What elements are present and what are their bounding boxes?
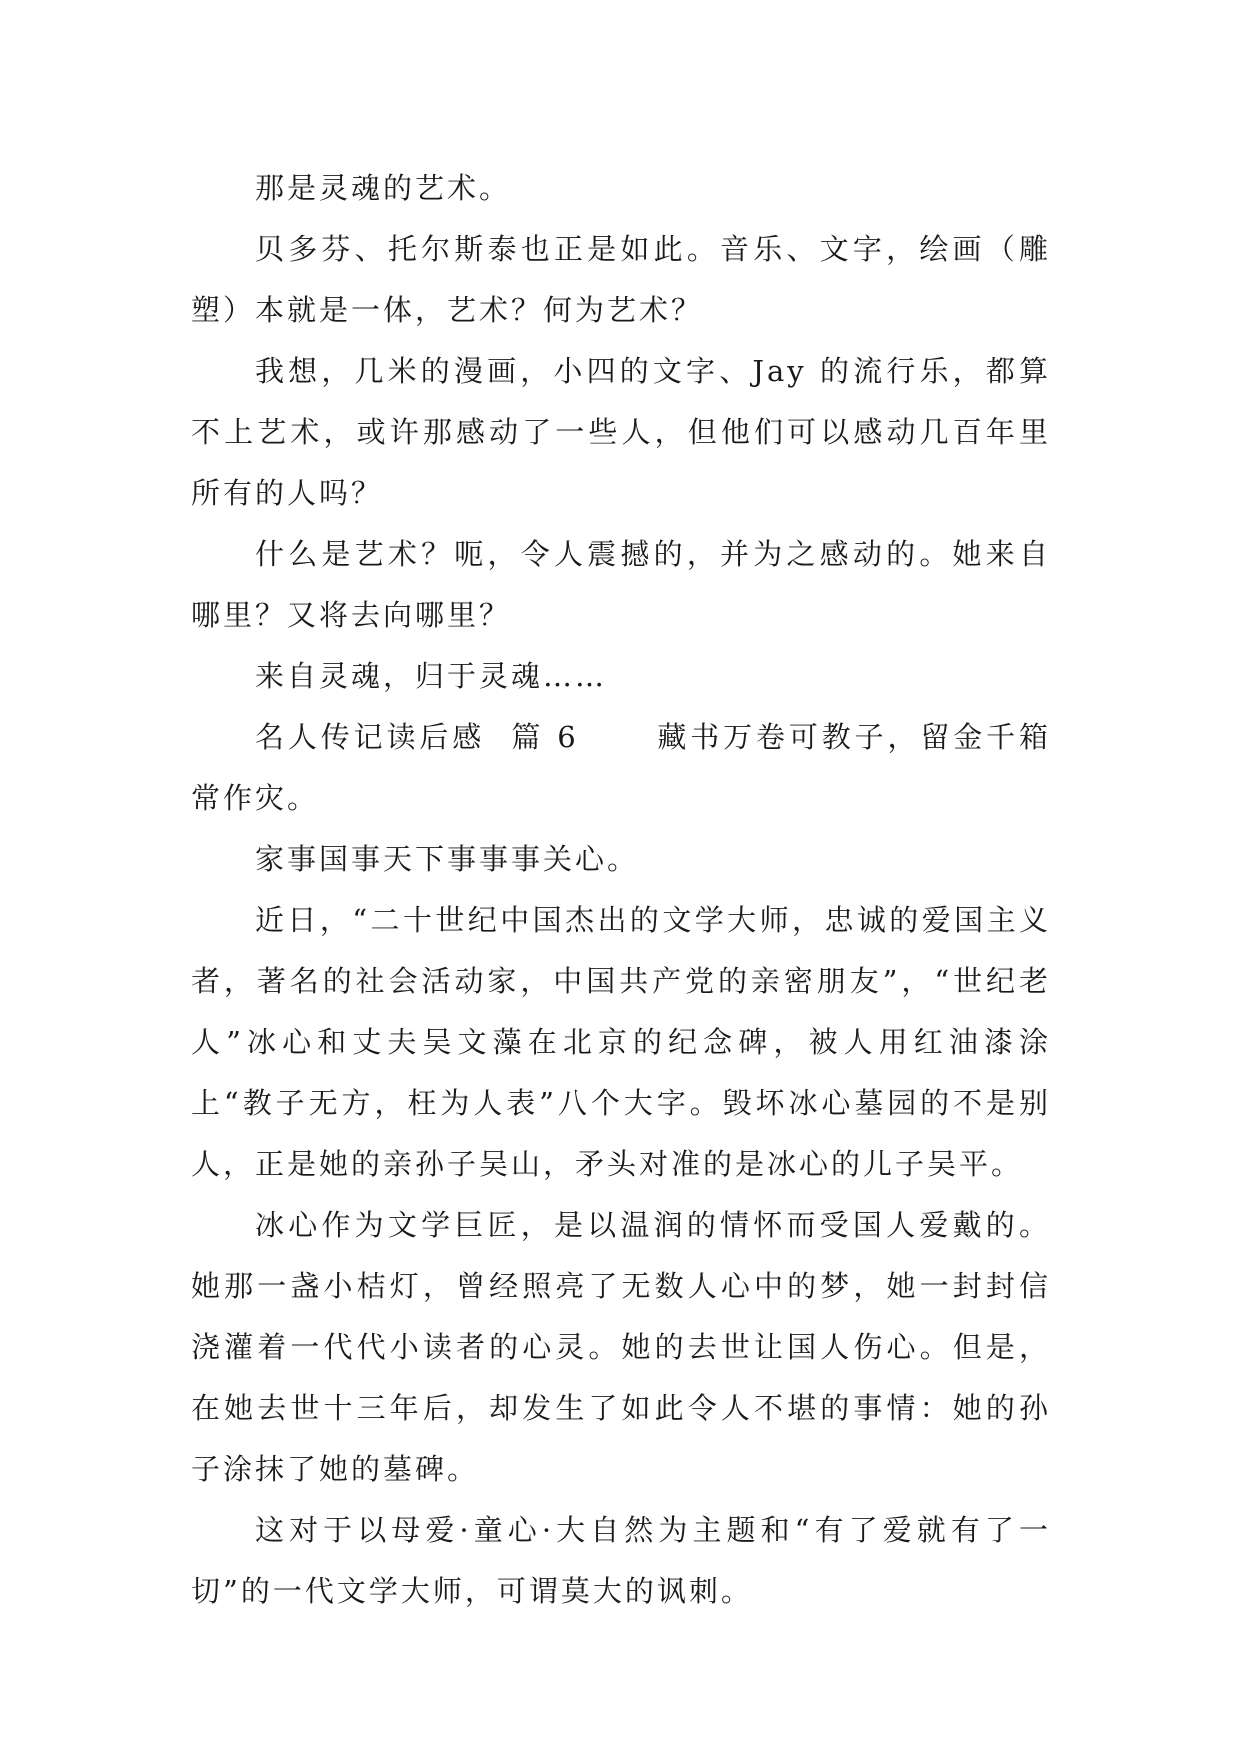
paragraph: 这对于以母爱·童心·大自然为主题和“有了爱就有了一切”的一代文学大师，可谓莫大的讽刺。 xyxy=(191,1513,1051,1608)
paragraph: 家事国事天下事事事关心。 xyxy=(255,842,640,876)
paragraph: 什么是艺术？呃，令人震撼的，并为之感动的。她来自哪里？又将去向哪里？ xyxy=(191,537,1051,632)
paragraph: 冰心作为文学巨匠，是以温润的情怀而受国人爱戴的。她那一盏小桔灯，曾经照亮了无数人心中的梦，她一封封信浇灌着一代代小读者的心灵。她的去世让国人伤心。但是，在她去世十三年后，却发生了如此令人不堪的事情：她的孙子涂抹了她的墓碑。 xyxy=(191,1208,1051,1486)
section-heading-paragraph: 名人传记读后感 篇 6 藏书万卷可教子，留金千箱常作灾。 xyxy=(191,720,1051,815)
paragraph: 我想，几米的漫画，小四的文字、Jay 的流行乐，都算不上艺术，或许那感动了一些人，但他们可以感动几百年里所有的人吗？ xyxy=(191,354,1051,510)
paragraph: 贝多芬、托尔斯泰也正是如此。音乐、文字，绘画（雕塑）本就是一体，艺术？何为艺术？ xyxy=(191,232,1051,327)
document-body xyxy=(191,158,1051,1622)
paragraph: 来自灵魂，归于灵魂…… xyxy=(255,659,608,693)
paragraph: 那是灵魂的艺术。 xyxy=(255,171,512,205)
paragraph: 近日，“二十世纪中国杰出的文学大师，忠诚的爱国主义者，著名的社会活动家，中国共产党的亲密朋友”，“世纪老人”冰心和丈夫吴文藻在北京的纪念碑，被人用红油漆涂上“教子无方，枉为人表”八个大字。毁坏冰心墓园的不是别人，正是她的亲孙子吴山，矛头对准的是冰心的儿子吴平。 xyxy=(191,903,1051,1181)
